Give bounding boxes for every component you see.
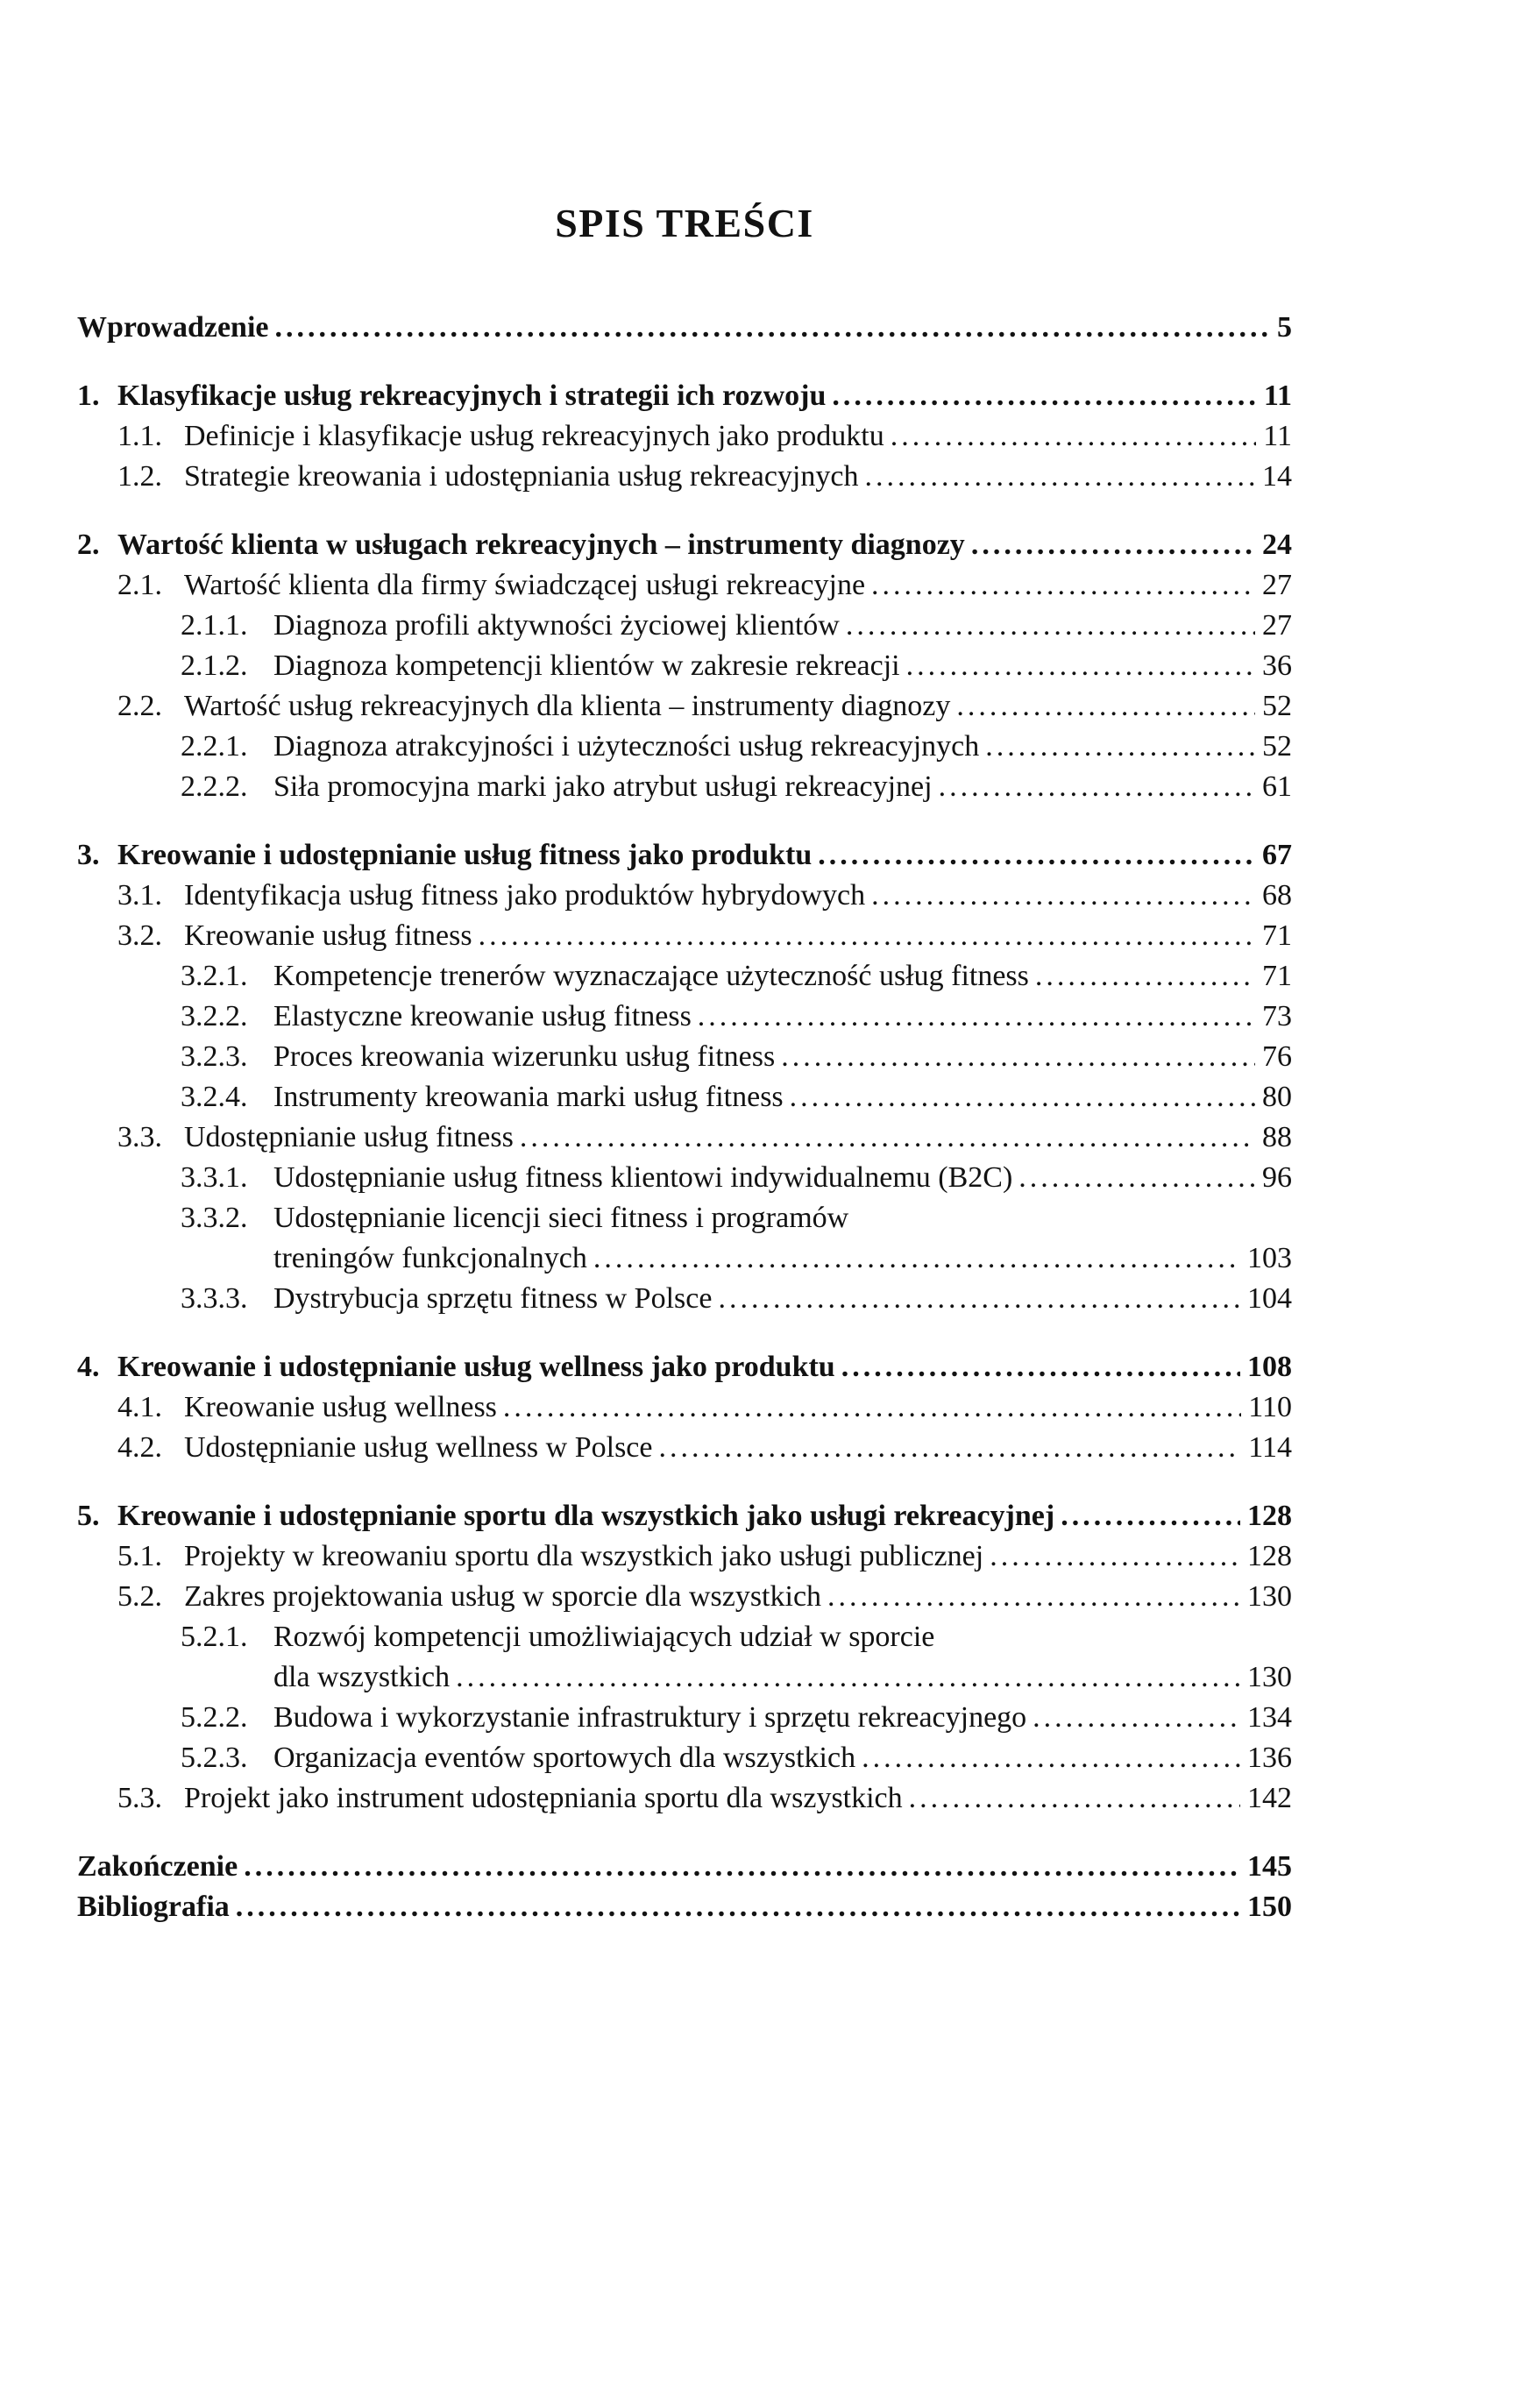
dot-leader bbox=[244, 1847, 1240, 1887]
toc-entry bbox=[117, 1536, 1292, 1577]
toc-entry-number: 3.1. bbox=[117, 879, 162, 912]
toc-entry bbox=[117, 876, 1292, 916]
toc-entry-page: 67 bbox=[1262, 839, 1292, 871]
toc-entry-title: Kreowanie i udostępnianie usług fitness jako produktu bbox=[117, 839, 813, 871]
toc-entry-page: 128 bbox=[1247, 1500, 1292, 1532]
toc-entry-page: 104 bbox=[1247, 1282, 1292, 1315]
toc-entry-page: 11 bbox=[1263, 420, 1292, 452]
toc-entry-page: 130 bbox=[1247, 1661, 1292, 1693]
toc-entry bbox=[77, 376, 1292, 416]
toc-entry-title: Kreowanie i udostępnianie usług wellness jako produktu bbox=[117, 1351, 835, 1383]
toc-entry-number: 5.2.1. bbox=[181, 1621, 248, 1653]
toc-entry-line bbox=[181, 1037, 1292, 1077]
dot-leader bbox=[236, 1887, 1240, 1927]
toc-entry bbox=[117, 1428, 1292, 1468]
toc-entry-title: Projekt jako instrument udostępniania sportu dla wszystkich bbox=[184, 1782, 903, 1814]
toc-entry-title: Udostępnianie usług fitness bbox=[184, 1121, 514, 1153]
toc-entry-page: 134 bbox=[1247, 1701, 1292, 1734]
toc-entry-title: Wartość klienta dla firmy świadczącej usługi rekreacyjne bbox=[184, 569, 866, 601]
toc-entry-line bbox=[181, 1738, 1292, 1778]
toc-entry-line bbox=[77, 835, 1292, 876]
dot-leader bbox=[818, 835, 1255, 876]
dot-leader bbox=[593, 1238, 1240, 1279]
toc-entry bbox=[181, 727, 1292, 767]
toc-entry-title: Strategie kreowania i udostępniania usług rekreacyjnych bbox=[184, 460, 859, 493]
toc-entry bbox=[181, 1198, 1292, 1279]
toc-entry bbox=[181, 1037, 1292, 1077]
toc-entry-number: 3. bbox=[77, 839, 100, 871]
toc-entry-title: Bibliografia bbox=[77, 1891, 230, 1923]
page-title: SPIS TREŚCI bbox=[555, 201, 814, 245]
toc-entry bbox=[77, 525, 1292, 565]
toc-entry-number: 3.3. bbox=[117, 1121, 162, 1153]
toc-entry-page: 61 bbox=[1262, 770, 1292, 803]
toc-entry-line bbox=[181, 1617, 1292, 1657]
toc-entry bbox=[117, 686, 1292, 727]
toc-entry-title: Rozwój kompetencji umożliwiających udział w sporcie bbox=[273, 1621, 935, 1653]
toc-entry bbox=[77, 308, 1292, 348]
dot-leader bbox=[503, 1387, 1241, 1428]
toc-entry-line bbox=[181, 767, 1292, 807]
toc-entry-line bbox=[181, 646, 1292, 686]
dot-leader bbox=[790, 1077, 1255, 1117]
toc-entry-number: 2.2.1. bbox=[181, 730, 248, 763]
toc-entry-line-continued bbox=[181, 1657, 1292, 1698]
toc-entry-line bbox=[77, 1847, 1292, 1887]
toc-entry-line bbox=[77, 376, 1292, 416]
toc-entry-line bbox=[181, 956, 1292, 997]
dot-leader bbox=[846, 606, 1255, 646]
toc-entry bbox=[181, 767, 1292, 807]
toc-entry-title: Wprowadzenie bbox=[77, 311, 269, 344]
dot-leader bbox=[827, 1577, 1240, 1617]
toc-entry-page: 52 bbox=[1262, 690, 1292, 722]
toc-entry-title: Diagnoza atrakcyjności i użyteczności usług rekreacyjnych bbox=[273, 730, 980, 763]
toc-entry-title: Dystrybucja sprzętu fitness w Polsce bbox=[273, 1282, 713, 1315]
toc-content bbox=[77, 200, 1292, 1927]
dot-leader bbox=[1061, 1496, 1240, 1536]
toc-entry-page: 128 bbox=[1247, 1540, 1292, 1572]
toc-entry-line bbox=[77, 1347, 1292, 1387]
dot-leader bbox=[985, 727, 1255, 767]
toc-entry-page: 130 bbox=[1247, 1580, 1292, 1613]
toc-entry-line bbox=[181, 1077, 1292, 1117]
toc-entry bbox=[117, 1387, 1292, 1428]
dot-leader bbox=[1033, 1698, 1240, 1738]
toc-entry-title: Udostępnianie usług fitness klientowi indywidualnemu (B2C) bbox=[273, 1161, 1013, 1194]
toc-entry-page: 136 bbox=[1247, 1742, 1292, 1774]
toc-entry-title: Instrumenty kreowania marki usług fitness bbox=[273, 1081, 784, 1113]
toc-entry-page: 103 bbox=[1247, 1242, 1292, 1274]
toc-entry bbox=[117, 1117, 1292, 1158]
toc-entry-title: Organizacja eventów sportowych dla wszystkich bbox=[273, 1742, 856, 1774]
dot-leader bbox=[871, 565, 1255, 606]
toc-entry-page: 5 bbox=[1277, 311, 1292, 344]
dot-leader bbox=[909, 1778, 1240, 1819]
dot-leader bbox=[520, 1117, 1255, 1158]
dot-leader bbox=[1018, 1158, 1255, 1198]
toc-entry bbox=[77, 1847, 1292, 1887]
toc-entry-number: 3.3.2. bbox=[181, 1202, 248, 1234]
dot-leader bbox=[718, 1279, 1240, 1319]
toc-entry-number: 4.2. bbox=[117, 1431, 162, 1464]
toc-entry-page: 36 bbox=[1262, 649, 1292, 682]
toc-entry-page: 80 bbox=[1262, 1081, 1292, 1113]
toc-entry-line bbox=[181, 1198, 1292, 1238]
toc-entry-number: 5.2.3. bbox=[181, 1742, 248, 1774]
toc-entry-number: 5.2. bbox=[117, 1580, 162, 1613]
toc-entry-page: 27 bbox=[1262, 569, 1292, 601]
toc-entry bbox=[77, 1887, 1292, 1927]
toc-entry-title: Elastyczne kreowanie usług fitness bbox=[273, 1000, 692, 1032]
toc-entry-page: 27 bbox=[1262, 609, 1292, 642]
toc-entry bbox=[117, 416, 1292, 457]
toc-entry-number: 1.1. bbox=[117, 420, 162, 452]
toc-entry-line bbox=[117, 457, 1292, 497]
toc-entry-line bbox=[117, 876, 1292, 916]
toc-entry-title: Zakres projektowania usług w sporcie dla wszystkich bbox=[184, 1580, 822, 1613]
dot-leader bbox=[274, 308, 1270, 348]
toc-entry-line bbox=[181, 727, 1292, 767]
toc-entry-page: 68 bbox=[1262, 879, 1292, 912]
toc-entry-title: Zakończenie bbox=[77, 1850, 238, 1883]
toc-entry-title-continued: dla wszystkich bbox=[273, 1661, 451, 1693]
toc-entry-number: 5.2.2. bbox=[181, 1701, 248, 1734]
toc-entry-number: 2.2. bbox=[117, 690, 162, 722]
dot-leader bbox=[990, 1536, 1240, 1577]
toc-entry-title: Proces kreowania wizerunku usług fitness bbox=[273, 1040, 776, 1073]
toc-entry-number: 3.3.1. bbox=[181, 1161, 248, 1194]
toc-entry bbox=[181, 997, 1292, 1037]
toc-entry-title-continued: treningów funkcjonalnych bbox=[273, 1242, 587, 1274]
dot-leader bbox=[956, 686, 1255, 727]
toc-entry-title: Budowa i wykorzystanie infrastruktury i sprzętu rekreacyjnego bbox=[273, 1701, 1027, 1734]
dot-leader bbox=[832, 376, 1257, 416]
toc-entry-title: Siła promocyjna marki jako atrybut usługi rekreacyjnej bbox=[273, 770, 933, 803]
toc-entry-line bbox=[117, 416, 1292, 457]
toc-entry-title: Definicje i klasyfikacje usług rekreacyjnych jako produktu bbox=[184, 420, 884, 452]
toc-entry-line bbox=[181, 1698, 1292, 1738]
toc-entry-title: Kompetencje trenerów wyznaczające użyteczność usług fitness bbox=[273, 960, 1029, 992]
toc-entry-number: 2.1.2. bbox=[181, 649, 248, 682]
toc-entry bbox=[181, 1158, 1292, 1198]
toc-entry bbox=[117, 457, 1292, 497]
toc-entry-number: 2. bbox=[77, 529, 100, 561]
toc-entry bbox=[77, 1496, 1292, 1536]
toc-entry bbox=[181, 646, 1292, 686]
toc-entry-title: Kreowanie usług wellness bbox=[184, 1391, 497, 1423]
toc-entry-number: 5. bbox=[77, 1500, 100, 1532]
dot-leader bbox=[939, 767, 1255, 807]
dot-leader bbox=[862, 1738, 1240, 1778]
toc-entry-line bbox=[117, 1428, 1292, 1468]
toc-entry bbox=[77, 835, 1292, 876]
toc-entry-title: Wartość klienta w usługach rekreacyjnych – instrumenty diagnozy bbox=[117, 529, 965, 561]
toc-entry-title: Diagnoza kompetencji klientów w zakresie rekreacji bbox=[273, 649, 900, 682]
toc-entry-line bbox=[117, 1536, 1292, 1577]
toc-entry bbox=[181, 1617, 1292, 1698]
toc-entry-title: Klasyfikacje usług rekreacyjnych i strategii ich rozwoju bbox=[117, 380, 827, 412]
toc-entry-page: 14 bbox=[1262, 460, 1292, 493]
toc-entry-number: 4. bbox=[77, 1351, 100, 1383]
toc-entry-page: 96 bbox=[1262, 1161, 1292, 1194]
toc-entry-number: 3.2.1. bbox=[181, 960, 248, 992]
toc-list bbox=[77, 308, 1292, 1927]
toc-entry-page: 108 bbox=[1247, 1351, 1292, 1383]
toc-entry-page: 145 bbox=[1247, 1850, 1292, 1883]
dot-leader bbox=[864, 457, 1255, 497]
dot-leader bbox=[659, 1428, 1242, 1468]
toc-entry-title: Kreowanie i udostępnianie sportu dla wszystkich jako usługi rekreacyjnej bbox=[117, 1500, 1055, 1532]
toc-entry-line bbox=[77, 525, 1292, 565]
toc-entry-page: 11 bbox=[1263, 380, 1292, 412]
toc-entry-title: Udostępnianie usług wellness w Polsce bbox=[184, 1431, 653, 1464]
toc-entry-line bbox=[181, 1279, 1292, 1319]
toc-entry-page: 71 bbox=[1262, 919, 1292, 952]
toc-entry-line bbox=[181, 606, 1292, 646]
toc-entry-title: Diagnoza profili aktywności życiowej klientów bbox=[273, 609, 840, 642]
toc-entry-number: 5.1. bbox=[117, 1540, 162, 1572]
dot-leader bbox=[971, 525, 1255, 565]
toc-entry-page: 73 bbox=[1262, 1000, 1292, 1032]
toc-entry-number: 3.2.4. bbox=[181, 1081, 248, 1113]
toc-entry bbox=[117, 1778, 1292, 1819]
toc-entry bbox=[77, 1347, 1292, 1387]
toc-entry-number: 2.1. bbox=[117, 569, 162, 601]
toc-entry-line bbox=[181, 1158, 1292, 1198]
toc-entry-number: 2.2.2. bbox=[181, 770, 248, 803]
dot-leader bbox=[698, 997, 1255, 1037]
toc-entry-line bbox=[77, 1496, 1292, 1536]
toc-entry-line bbox=[117, 1577, 1292, 1617]
toc-entry bbox=[181, 956, 1292, 997]
toc-entry-line-continued bbox=[181, 1238, 1292, 1279]
toc-entry-title: Wartość usług rekreacyjnych dla klienta – instrumenty diagnozy bbox=[184, 690, 951, 722]
toc-entry-title: Udostępnianie licencji sieci fitness i programów bbox=[273, 1202, 849, 1234]
toc-entry-page: 88 bbox=[1262, 1121, 1292, 1153]
toc-entry-line bbox=[77, 1887, 1292, 1927]
toc-entry-number: 1. bbox=[77, 380, 100, 412]
toc-entry-line bbox=[117, 686, 1292, 727]
toc-entry-line bbox=[117, 1387, 1292, 1428]
toc-entry-number: 3.2.2. bbox=[181, 1000, 248, 1032]
toc-entry-number: 3.2.3. bbox=[181, 1040, 248, 1073]
toc-entry-page: 71 bbox=[1262, 960, 1292, 992]
toc-entry bbox=[181, 1279, 1292, 1319]
toc-entry bbox=[181, 1738, 1292, 1778]
toc-entry-page: 142 bbox=[1247, 1782, 1292, 1814]
toc-entry-number: 2.1.1. bbox=[181, 609, 248, 642]
toc-entry-title: Kreowanie usług fitness bbox=[184, 919, 472, 952]
toc-entry-line bbox=[117, 1117, 1292, 1158]
dot-leader bbox=[781, 1037, 1255, 1077]
dot-leader bbox=[1035, 956, 1255, 997]
toc-entry bbox=[117, 565, 1292, 606]
toc-entry-number: 1.2. bbox=[117, 460, 162, 493]
dot-leader bbox=[456, 1657, 1240, 1698]
toc-entry-page: 52 bbox=[1262, 730, 1292, 763]
toc-entry-line bbox=[181, 997, 1292, 1037]
toc-entry-number: 4.1. bbox=[117, 1391, 162, 1423]
toc-entry-page: 76 bbox=[1262, 1040, 1292, 1073]
toc-entry-line bbox=[77, 308, 1292, 348]
dot-leader bbox=[841, 1347, 1240, 1387]
toc-entry-title: Projekty w kreowaniu sportu dla wszystkich jako usługi publicznej bbox=[184, 1540, 984, 1572]
toc-entry-page: 110 bbox=[1248, 1391, 1292, 1423]
toc-entry bbox=[181, 1698, 1292, 1738]
dot-leader bbox=[871, 876, 1255, 916]
toc-entry-page: 150 bbox=[1247, 1891, 1292, 1923]
toc-entry-line bbox=[117, 916, 1292, 956]
toc-entry bbox=[181, 606, 1292, 646]
toc-entry-title: Identyfikacja usług fitness jako produktów hybrydowych bbox=[184, 879, 866, 912]
toc-entry-number: 5.3. bbox=[117, 1782, 162, 1814]
dot-leader bbox=[906, 646, 1255, 686]
toc-entry-page: 24 bbox=[1262, 529, 1292, 561]
toc-entry-number: 3.3.3. bbox=[181, 1282, 248, 1315]
toc-entry-page: 114 bbox=[1248, 1431, 1292, 1464]
toc-entry bbox=[117, 1577, 1292, 1617]
toc-entry bbox=[181, 1077, 1292, 1117]
toc-entry-line bbox=[117, 565, 1292, 606]
toc-entry-line bbox=[117, 1778, 1292, 1819]
toc-entry-number: 3.2. bbox=[117, 919, 162, 952]
dot-leader bbox=[891, 416, 1257, 457]
toc-entry bbox=[117, 916, 1292, 956]
dot-leader bbox=[479, 916, 1255, 956]
